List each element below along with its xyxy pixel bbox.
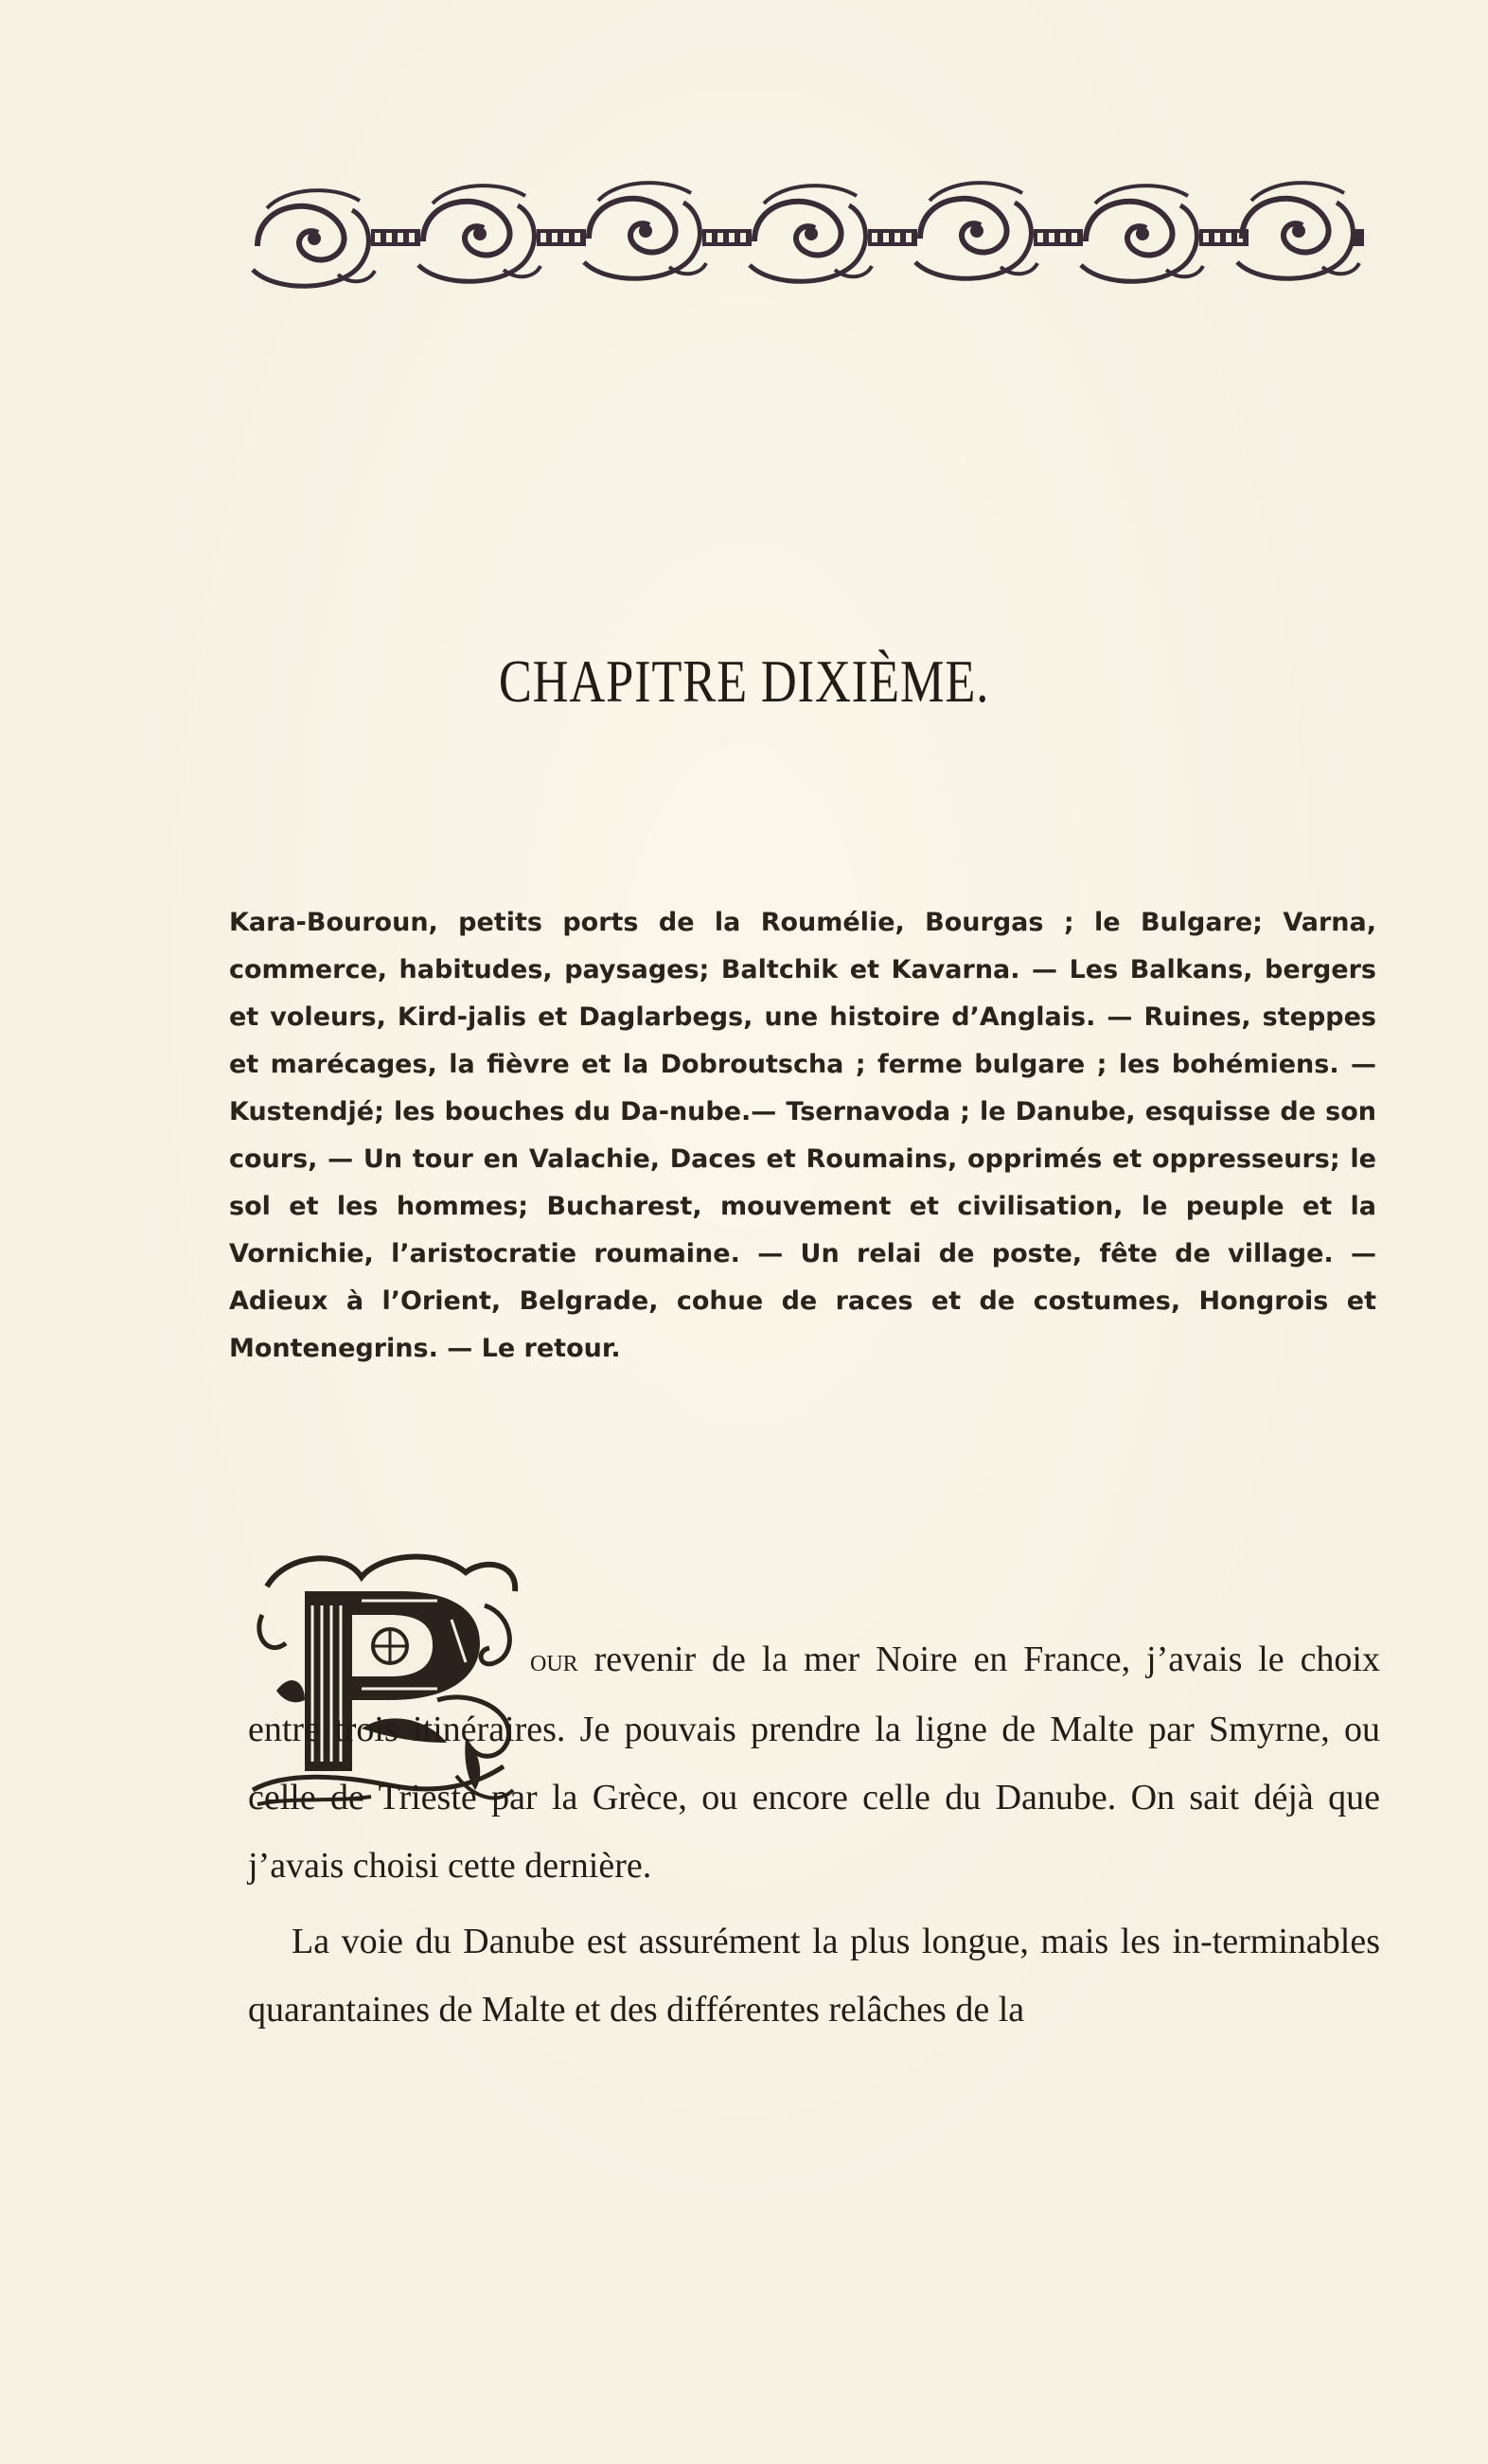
header-ornament-icon <box>248 180 1365 303</box>
chapter-title: CHAPITRE DIXIÈME. <box>498 647 990 715</box>
paragraph-2: La voie du Danube est assurément la plus longue, mais les in-terminables quarantaines de Malte et des différentes relâches de la <box>248 1922 1380 2030</box>
chapter-summary: Kara-Bouroun, petits ports de la Roumélie, Bourgas ; le Bulgare; Varna, commerce, habitudes, paysages; Baltchik et Kavarna. — Les Balkans, bergers et voleurs, Kird-jalis et Daglarbegs, une histoire d’Anglais. — Ruines, steppes et marécages, la fièvre et la Dobroutscha ; ferme bulgare ; les bohémiens. — Kustendjé; les bouches du Da-nube.— Tsernavoda ; le Danube, esquisse de son cours, — Un tour en Valachie, Daces et Roumains, opprimés et oppresseurs; le sol et les hommes; Bucharest, mouvement et civilisation, le peuple et la Vornichie, l’aristocratie roumaine. — Un relai de poste, fête de village. — Adieux à l’Orient, Belgrade, cohue de races et de costumes, Hongrois et Montenegrins. — Le retour. <box>229 908 1376 1363</box>
body-text <box>248 1625 1380 2044</box>
paragraph-1 <box>248 1625 1380 1900</box>
paragraph-1-text: revenir de la mer Noire en France, j’avais le choix entre trois itinéraires. Je pouvais prendre la ligne de Malte par Smyrne, ou celle de Trieste par la Grèce, ou encore celle du Danube. On sait déjà que j’avais choisi cette dernière. <box>248 1640 1380 1886</box>
dropcap-word-rest: our <box>530 1643 578 1678</box>
